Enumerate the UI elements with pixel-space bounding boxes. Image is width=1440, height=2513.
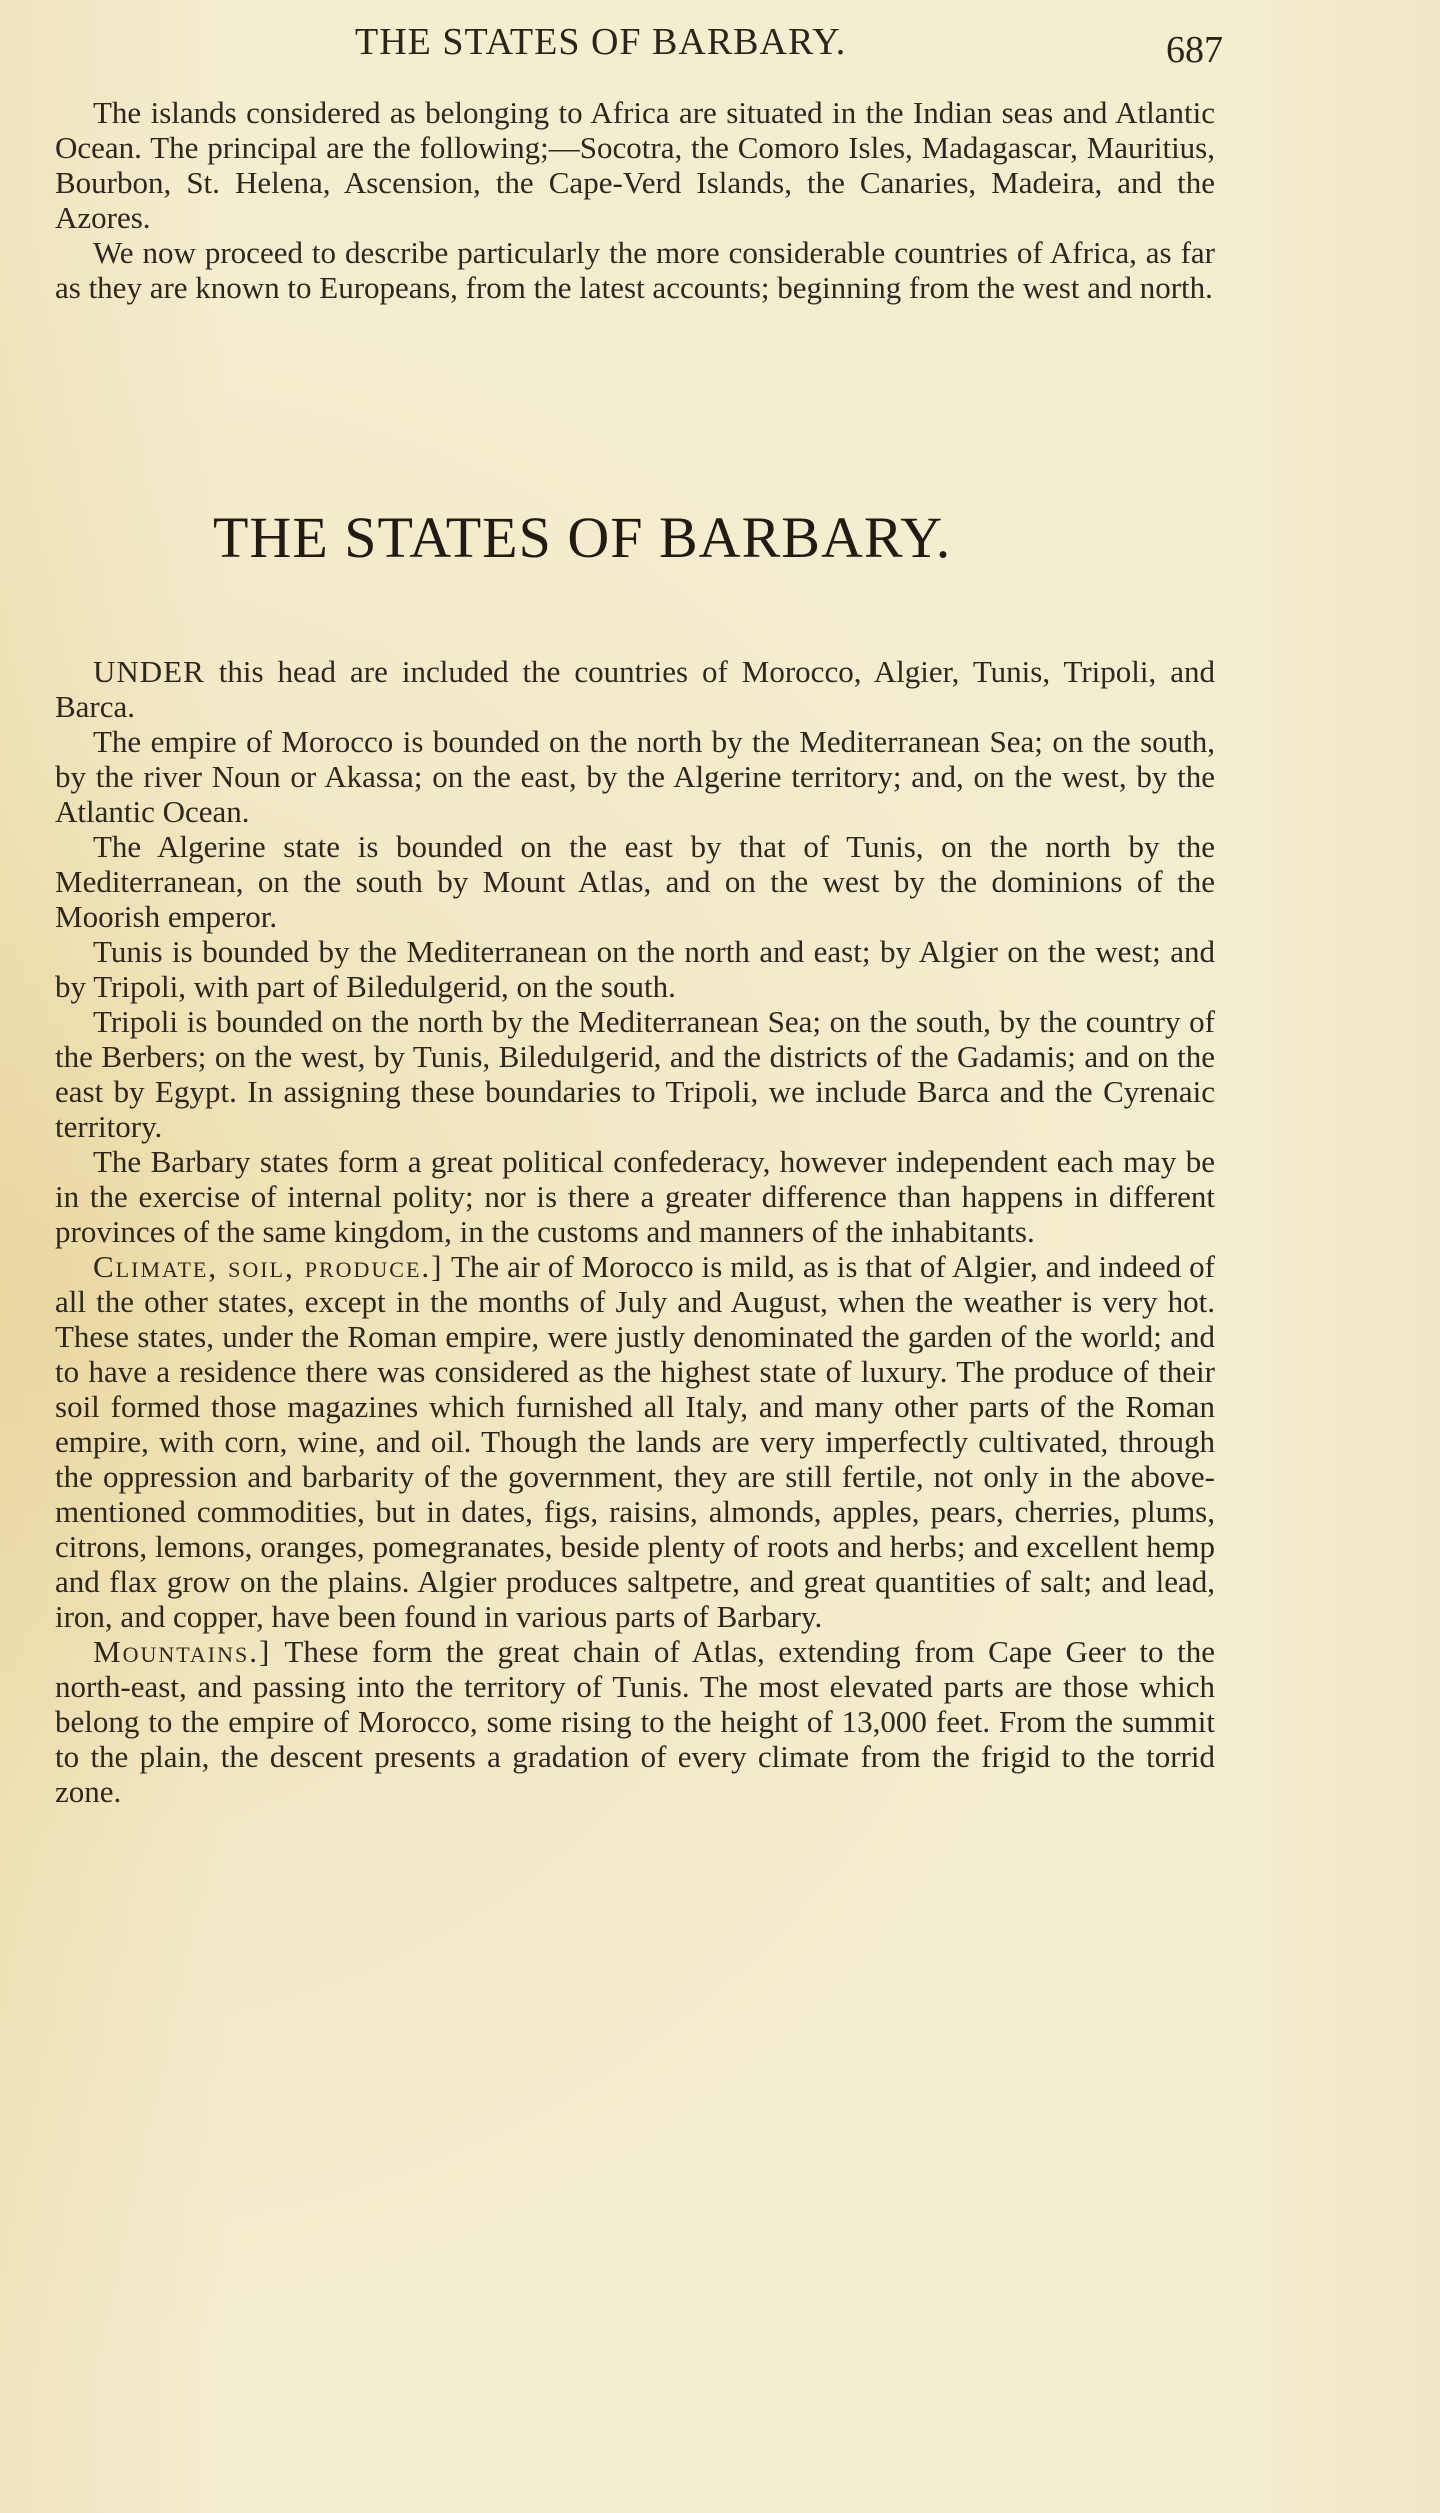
running-title: THE STATES OF BARBARY. (355, 21, 847, 63)
mountains-paragraph (55, 1634, 1215, 1809)
paragraph-lead-word: UNDER (93, 654, 205, 689)
section-title: THE STATES OF BARBARY. (213, 505, 952, 570)
section-paragraph: The Algerine state is bounded on the east by that of Tunis, on the north by the Mediterranean, on the south by Mount Atlas, and on the west by the dominions of the Moorish emperor. (55, 829, 1215, 934)
climate-heading: Climate, soil, produce.] (93, 1249, 444, 1284)
climate-paragraph (55, 1249, 1215, 1634)
section-paragraph: Tripoli is bounded on the north by the Mediterranean Sea; on the south, by the country of the Berbers; on the west, by Tunis, Biledulgerid, and the districts of the Gadamis; and on the east by Egypt. In assigning these boundaries to Tripoli, we include Barca and the Cyrenaic territory. (55, 1004, 1215, 1144)
intro-text-block (55, 95, 1215, 305)
section-paragraph: The Barbary states form a great political confederacy, however independent each may be in the exercise of internal polity; nor is there a greater difference than happens in different provinces of the same kingdom, in the customs and manners of the inhabitants. (55, 1144, 1215, 1249)
section-paragraph: Tunis is bounded by the Mediterranean on the north and east; by Algier on the west; and by Tripoli, with part of Biledulgerid, on the south. (55, 934, 1215, 1004)
paragraph-text: this head are included the countries of Morocco, Algier, Tunis, Tripoli, and Barca. (55, 654, 1216, 724)
intro-paragraph: The islands considered as belonging to Africa are situated in the Indian seas and Atlantic Ocean. The principal are the following;—Socotra, the Comoro Isles, Madagascar, Mauritius, Bourbon, St. Helena, Ascension, the Cape-Verd Islands, the Canaries, Madeira, and the Azores. (55, 95, 1215, 235)
mountains-text: These form the great chain of Atlas, extending from Cape Geer to the north-east, and passing into the territory of Tunis. The most elevated parts are those which belong to the empire of Morocco, some rising to the height of 13,000 feet. From the summit to the plain, the descent presents a gradation of every climate from the frigid to the torrid zone. (55, 1634, 1215, 1809)
page-number: 687 (1166, 29, 1223, 71)
section-paragraph (55, 654, 1215, 724)
climate-text: The air of Morocco is mild, as is that of Algier, and indeed of all the other states, except in the months of July and August, when the weather is very hot. These states, under the Roman empire, were justly denominated the garden of the world; and to have a residence there was considered as the highest state of luxury. The produce of their soil formed those magazines which furnished all Italy, and many other parts of the Roman empire, with corn, wine, and oil. Though the lands are very imperfectly cultivated, through the oppression and barbarity of the government, they are still fertile, not only in the above-mentioned commodities, but in dates, figs, raisins, almonds, apples, pears, cherries, plums, citrons, lemons, oranges, pomegranates, beside plenty of roots and herbs; and excellent hemp and flax grow on the plains. Algier produces saltpetre, and great quantities of salt; and lead, iron, and copper, have been found in various parts of Barbary. (55, 1249, 1215, 1634)
mountains-heading: Mountains.] (93, 1634, 272, 1669)
section-text-block (55, 654, 1215, 1809)
intro-paragraph: We now proceed to describe particularly the more considerable countries of Africa, as far as they are known to Europeans, from the latest accounts; beginning from the west and north. (55, 235, 1215, 305)
section-paragraph: The empire of Morocco is bounded on the north by the Mediterranean Sea; on the south, by the river Noun or Akassa; on the east, by the Algerine territory; and, on the west, by the Atlantic Ocean. (55, 724, 1215, 829)
